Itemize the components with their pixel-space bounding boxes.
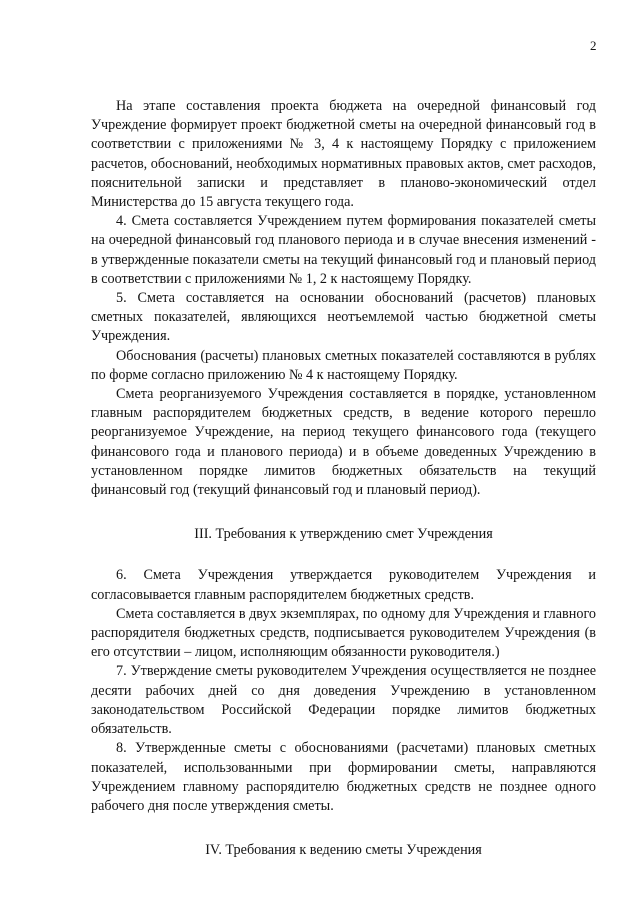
- document-body: [91, 97, 596, 860]
- paragraph-draft-budget: На этапе составления проекта бюджета на очередной финансовый год Учреждение формирует проект бюджетной сметы на очередной финансовый год в соответствии с приложениями № 3, 4 к настоящему Порядку с приложением расчетов, обоснований, необходимых нормативных правовых актов, смет расходов, пояснительной записки и представляет в планово-экономический отдел Министерства до 15 августа текущего года.: [91, 98, 596, 211]
- page-number: 2: [590, 38, 597, 53]
- section-heading-3: III. Требования к утверждению смет Учреждения: [194, 526, 493, 543]
- paragraph-two-copies: Смета составляется в двух экземплярах, по одному для Учреждения и главного распорядителя бюджетных средств, подписывается руководителем Учреждения (в его отсутствии – лицом, исполняющим обязанности руководителя.): [91, 605, 596, 661]
- section-heading-4: IV. Требования к ведению сметы Учреждения: [205, 842, 482, 859]
- paragraph-item-4: 4. Смета составляется Учреждением путем формирования показателей сметы на очередной финансовый год планового периода и в случае внесения изменений - в утвержденные показатели сметы на текущий финансовый год и плановый период в соответствии с приложениями № 1, 2 к настоящему Порядку.: [91, 213, 596, 287]
- paragraph-item-5: 5. Смета составляется на основании обоснований (расчетов) плановых сметных показателей, являющихся неотъемлемой частью бюджетной сметы Учреждения.: [91, 290, 596, 345]
- paragraph-item-7: 7. Утверждение сметы руководителем Учреждения осуществляется не позднее десяти рабочих дней со дня доведения Учреждению в установленном законодательством Российской Федерации порядке лимитов бюджетных обязательств.: [91, 663, 596, 738]
- paragraph-reorganized: Смета реорганизуемого Учреждения составляется в порядке, установленном главным распорядителем бюджетных средств, в ведение которого перешло реорганизуемое Учреждение, на период текущего финансового года (текущего финансового года и планового периода) и в объеме доведенных Учреждению в установленном порядке лимитов бюджетных обязательств на текущий финансовый год (текущий финансовый год и плановый период).: [91, 386, 596, 499]
- paragraph-calculations: Обоснования (расчеты) плановых сметных показателей составляются в рублях по форме согласно приложению № 4 к настоящему Порядку.: [91, 347, 596, 383]
- paragraph-item-8: 8. Утвержденные сметы с обоснованиями (расчетами) плановых сметных показателей, использованными при формировании сметы, направляются Учреждением главному распорядителю бюджетных средств не позднее одного рабочего дня после утверждения сметы.: [91, 740, 596, 814]
- paragraph-item-6: 6. Смета Учреждения утверждается руководителем Учреждения и согласовывается главным распорядителем бюджетных средств.: [91, 567, 596, 603]
